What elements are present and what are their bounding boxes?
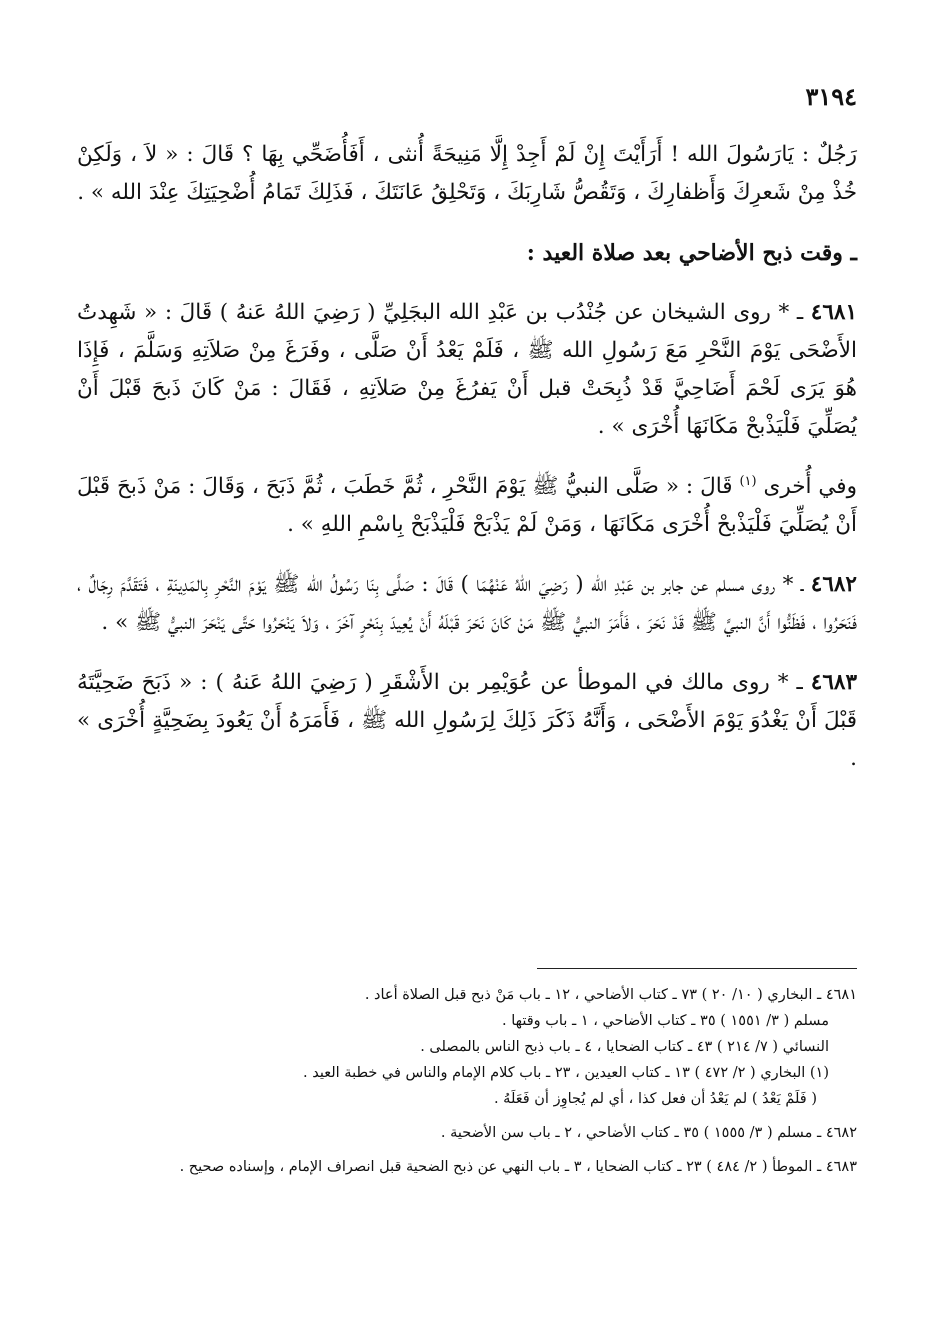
hadith-4681 <box>77 294 857 446</box>
hadith-text: ـ * روى الشيخان عن جُنْدُب بن عَبْدِ الله البجَلِيِّ ( رَضِيَ اللهُ عَنهُ ) قَالَ : « شَهِدتُ الأَضْحَى يَوْمَ النَّحْرِ مَعَ رَسُولِ الله ﷺ ، فَلَمْ يَعْدُ أَنْ صَلَّى ، وفَرَغَ مِنْ صَلاَتِهِ وَسَلَّمَ ، فَإِذَا هُوَ يَرَى لَحْمَ أَضَاحِيَّ قَدْ ذُبِحَتْ قبل أَنْ يَفرُغَ مِنْ صَلاَتِهِ ، فَقَالَ : مَنْ كَانَ ذَبحَ قَبْلَ أَنْ يُصَلِّيَ فَلْيَذْبحْ مَكَانَهَا أُخْرَى » . <box>77 300 857 439</box>
narration-text: قَالَ : « صَلَّى النبيُّ ﷺ يَوْمَ النَّحْرِ ، ثُمَّ خَطَبَ ، ثُمَّ ذَبَحَ ، وَقَالَ : مَنْ ذَبحَ قَبْلَ أَنْ يُصَلِّيَ فَلْيَذْبحْ أُخْرَى مَكَانَهَا ، وَمَنْ لَمْ يَذْبَحْ فَلْيَذْبَحْ بِاسْمِ اللهِ » . <box>77 474 857 537</box>
narration-intro: وفي أُخرى <box>763 474 857 499</box>
hadith-text: ـ * روى مالك في الموطأ عن عُوَيْمِر بن الأَشْقَرِ ( رَضِيَ اللهُ عَنهُ ) : « ذَبَحَ ضَحِيَّتَهُ قَبْلَ أَنْ يَغْدُوَ يَوْمَ الأَضْحَى ، وَأَنَّهُ ذَكَرَ ذَلِكَ لِرَسُولِ الله ﷺ ، فَأَمَرَهُ أَنْ يَعُودَ بِضَحِيَّةٍ أُخْرَى » . <box>77 670 857 771</box>
hadith-text: ـ * روى مسلم عن جابر بن عَبْدِ الله ( رَضِيَ اللهُ عَنْهُمَا ) قَالَ : صَلَّى بِنَا رَسُولُ الله ﷺ يَوْمَ النَّحْرِ بِالمَدِينَةِ ، فَتَقَدَّمَ رِجَالٌ ، فَنَحَرُوا ، فَظَنُّوا أَنَّ النبيَّ ﷺ قَدْ نَحَرَ ، فَأَمَرَ النبيُّ ﷺ مَنْ كَانَ نَحَرَ قَبْلَهُ أَنْ يُعِيدَ بِنَحْرٍ آخَرَ ، وَلاَ يَنْحَرُوا حَتَّى يَنْحَرَ النبيُّ ﷺ » . <box>77 572 857 635</box>
hadith-number: ٤٦٨٢ <box>810 572 857 597</box>
footnote-line: (١) البخاري ( ٢/ ٤٧٢ ) ١٣ ـ كتاب العيدين ، ٢٣ ـ باب كلام الإمام والناس في خطبة العيد . <box>303 1065 829 1081</box>
footnote-line: مسلم ( ٣/ ١٥٥١ ) ٣٥ ـ كتاب الأضاحي ، ١ ـ باب وقتها . <box>502 1013 829 1029</box>
page-number: ٣١٩٤ <box>805 82 857 111</box>
footnote-line: ٤٦٨١ ـ البخاري ( ١٠/ ٢٠ ) ٧٣ ـ كتاب الأضاحي ، ١٢ ـ باب مَنْ ذبح قبل الصلاة أعاد . <box>364 987 857 1003</box>
footnote-reference: (١) <box>739 473 757 489</box>
footnote-group-4682 <box>77 1120 857 1146</box>
intro-paragraph: رَجُلٌ : يَارَسُولَ الله ! أَرَأَيْتَ إِنْ لَمْ أَجِدْ إِلَّا مَنِيحَةً أُنثى ، أَفَأُضَحِّي بِهَا ؟ قَالَ : « لاَ ، وَلَكِنْ خُذْ مِنْ شَعرِكَ وَأَظفارِكَ ، وَتَقُصُّ شَارِبَكَ ، وَتَحْلِقُ عَانَتَكَ ، فَذَلِكَ تَمَامُ أُضْحِيَتِكَ عِنْدَ الله » . <box>77 142 857 205</box>
footnote-divider <box>537 968 857 969</box>
hadith-number: ٤٦٨٣ <box>810 670 857 695</box>
footnote-line: ( فَلَمْ يَعْدُ ) لم يَعْدُ أن فعل كذا ، أي لم يُجاوِز أن فَعَلَهُ . <box>493 1091 817 1107</box>
footnote-line: ٤٦٨٢ ـ مسلم ( ٣/ ١٥٥٥ ) ٣٥ ـ كتاب الأضاحي ، ٢ ـ باب سن الأضحية . <box>440 1125 857 1141</box>
hadith-4683 <box>77 664 857 778</box>
main-text <box>77 136 857 800</box>
footnote-line: ٤٦٨٣ ـ الموطأ ( ٢/ ٤٨٤ ) ٢٣ ـ كتاب الضحايا ، ٣ ـ باب النهي عن ذبح الضحية قبل انصراف الإمام ، وإسناده صحيح . <box>179 1159 857 1175</box>
footnotes <box>77 982 857 1188</box>
hadith-number: ٤٦٨١ <box>810 300 857 325</box>
footnote-group-4681 <box>77 982 857 1112</box>
footnote-group-4683 <box>77 1154 857 1180</box>
alternate-narration <box>77 468 857 544</box>
section-heading: ـ وقت ذبح الأضاحي بعد صلاة العيد : <box>526 240 857 266</box>
footnote-line: النسائي ( ٧/ ٢١٤ ) ٤٣ ـ كتاب الضحايا ، ٤ ـ باب ذبح الناس بالمصلى . <box>420 1039 829 1055</box>
hadith-4682 <box>77 566 857 642</box>
